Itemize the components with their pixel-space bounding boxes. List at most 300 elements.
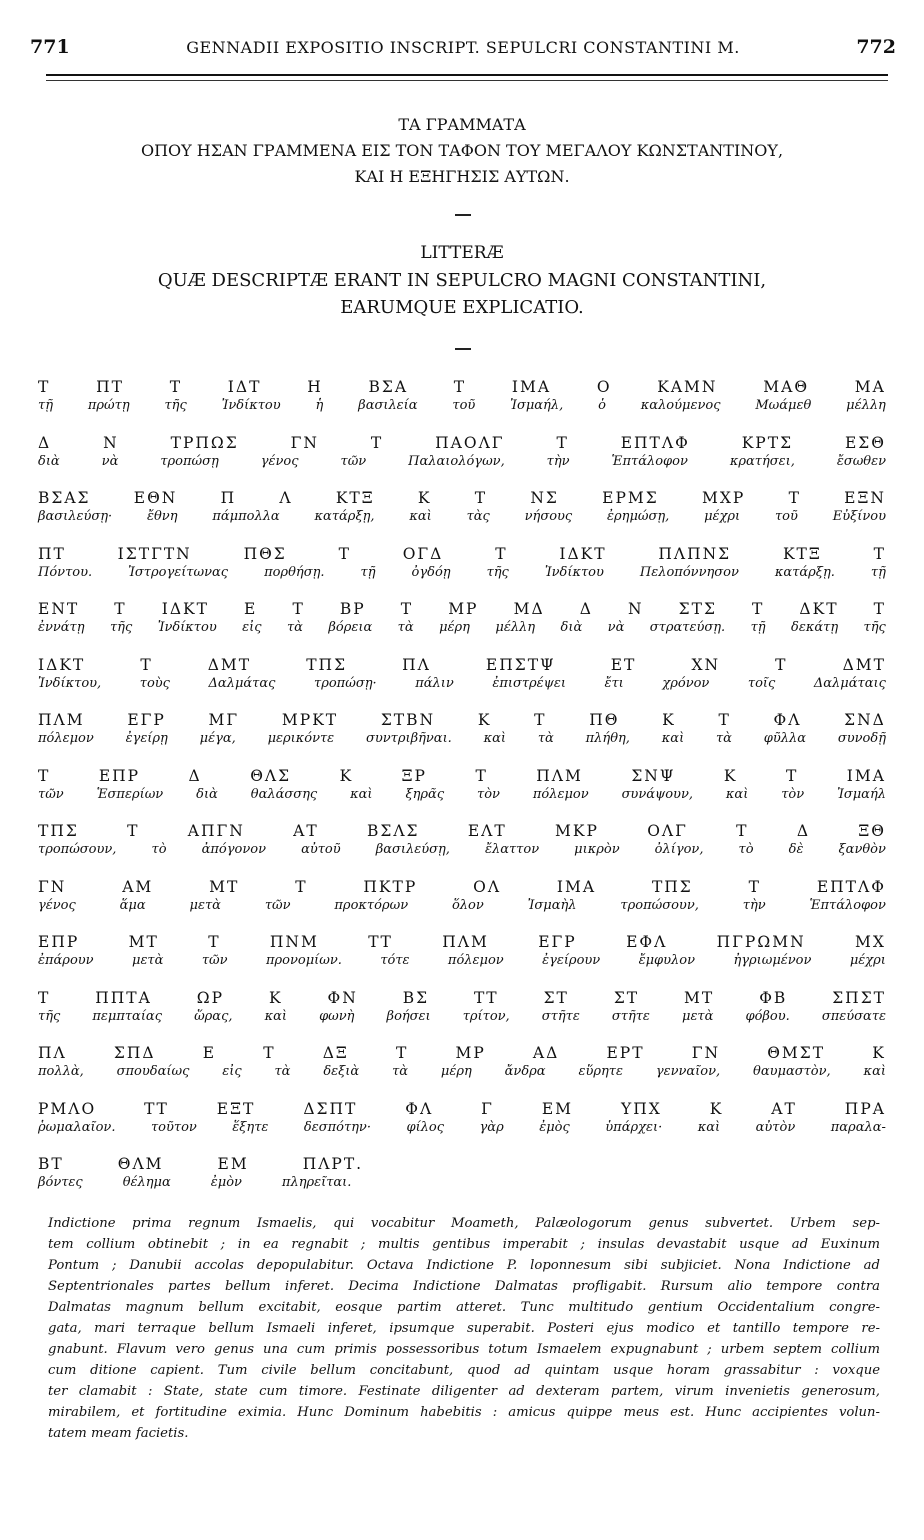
greek-word: τρίτον,	[462, 1008, 510, 1024]
greek-word: θέλημα	[122, 1175, 171, 1190]
capital-abbreviation: Κ	[339, 766, 354, 785]
inscription-row	[38, 933, 886, 968]
greek-word: διὰ	[560, 620, 583, 635]
greek-word: τὸν	[781, 786, 805, 802]
greek-word: Παλαιολόγων,	[408, 453, 505, 469]
greek-gloss-line	[38, 565, 886, 580]
greek-word: βοήσει	[386, 1008, 431, 1024]
capital-abbreviation: ΣΝΔ	[844, 711, 886, 729]
greek-word: καὶ	[863, 1064, 886, 1079]
capital-abbreviation: ΦΛ	[773, 711, 802, 729]
inscription-row	[38, 378, 886, 413]
greek-word: Πόντου.	[38, 564, 93, 580]
capital-letters-line	[38, 545, 886, 563]
greek-word: τῆς	[38, 1008, 61, 1024]
page-number-right: 772	[856, 36, 896, 58]
greek-word: τοῦ	[452, 398, 476, 413]
capital-abbreviation: Κ	[662, 711, 676, 729]
capital-abbreviation: ΕΡΜΣ	[602, 489, 659, 507]
inscription-row	[38, 489, 886, 524]
capital-abbreviation: ΣΝΨ	[631, 766, 676, 785]
capital-abbreviation: ΣΠΔ	[113, 1044, 156, 1062]
greek-word: διὰ	[196, 786, 218, 802]
greek-word: τοὺς	[139, 675, 170, 691]
capital-abbreviation: Τ	[127, 822, 140, 840]
greek-word: κατάρξῃ,	[314, 509, 375, 524]
greek-word: νὰ	[607, 620, 625, 635]
greek-word: Ἰσμαὴλ	[527, 897, 577, 913]
greek-word: ἔσωθεν	[836, 453, 886, 469]
capital-letters-line	[38, 767, 886, 785]
greek-word: ἐμὸς	[539, 1119, 570, 1135]
capital-abbreviation: Τ	[475, 766, 488, 785]
capital-abbreviation: ΕΦΛ	[626, 933, 668, 951]
greek-word: Πελοπόννησον	[639, 564, 739, 580]
greek-word: καὶ	[483, 731, 507, 746]
greek-gloss-line	[38, 842, 886, 857]
greek-word: προνομίων.	[265, 953, 342, 968]
greek-word: ἐγείρῃ	[125, 731, 168, 746]
capital-abbreviation: ΑΤ	[293, 822, 319, 840]
capital-letters-line	[38, 711, 886, 729]
capital-abbreviation: ΒΣΑ	[368, 378, 409, 396]
capital-abbreviation: ΑΜ	[122, 877, 154, 896]
capital-letters-line	[38, 656, 886, 674]
running-title: GENNADII EXPOSITIO INSCRIPT. SEPULCRI CONSTANTINI M.	[186, 38, 740, 57]
capital-abbreviation: Τ	[338, 544, 351, 563]
capital-abbreviation: ΤΠΣ	[38, 822, 79, 840]
capital-abbreviation: ΕΡΤ	[606, 1044, 645, 1062]
greek-gloss-line	[38, 787, 886, 802]
capital-abbreviation: ΘΛΜ	[117, 1155, 164, 1173]
capital-abbreviation: Τ	[873, 600, 886, 618]
greek-word: ἐπιστρέψει	[492, 675, 566, 691]
greek-gloss-line	[38, 1064, 886, 1079]
greek-word: εἰς	[222, 1064, 242, 1079]
greek-word: Μωάμεθ	[755, 398, 812, 413]
capital-abbreviation: Κ	[723, 766, 738, 785]
capital-abbreviation: ΕΞΝ	[844, 489, 886, 507]
capital-abbreviation: ΧΝ	[691, 655, 721, 674]
greek-word: αὐτὸν	[755, 1119, 796, 1135]
greek-gloss-line	[38, 1120, 886, 1135]
capital-abbreviation: ΠΤ	[96, 378, 124, 396]
capital-abbreviation: ΜΡ	[455, 1044, 486, 1062]
greek-word: ἀπόγονον	[201, 842, 266, 857]
greek-word: φῦλλα	[763, 731, 807, 746]
greek-word: γένος	[260, 453, 299, 469]
capital-abbreviation: Τ	[140, 655, 153, 674]
capital-abbreviation: Λ	[279, 489, 293, 507]
greek-gloss-line	[38, 1009, 886, 1024]
greek-word: καλούμενος	[640, 398, 721, 413]
greek-word: ξανθὸν	[838, 842, 886, 857]
capital-abbreviation: Γ	[481, 1099, 494, 1118]
capital-abbreviation: ΜΓ	[208, 711, 240, 729]
capital-abbreviation: Τ	[38, 378, 51, 396]
capital-abbreviation: ΥΠΧ	[621, 1099, 662, 1118]
capital-letters-line	[38, 989, 886, 1007]
greek-word: τοῦ	[774, 509, 798, 524]
greek-word: Ἰνδίκτου,	[38, 675, 102, 691]
greek-word: ἔμφυλον	[638, 953, 696, 968]
inscription-row	[38, 656, 886, 691]
capital-abbreviation: ΕΣΘ	[844, 433, 886, 452]
greek-word: Ἑπτάλοφον	[611, 453, 688, 469]
greek-word: τῆς	[863, 620, 886, 635]
greek-word: Ἰσμαήλ	[837, 786, 886, 802]
greek-word: βόντες	[38, 1175, 83, 1190]
greek-word: προκτόρων	[334, 897, 409, 913]
capital-abbreviation: Τ	[718, 711, 731, 729]
capital-abbreviation: ΕΤ	[610, 655, 637, 674]
capital-abbreviation: Τ	[263, 1044, 276, 1062]
greek-word: νήσους	[524, 509, 573, 524]
greek-gloss-line	[38, 953, 886, 968]
greek-word: τῇ	[360, 564, 376, 580]
capital-abbreviation: ΜΡ	[448, 600, 479, 618]
greek-word: τὴν	[546, 453, 570, 469]
capital-abbreviation: ΜΡΚΤ	[281, 711, 339, 729]
capital-abbreviation: ΠΛ	[38, 1044, 67, 1062]
capital-abbreviation: Κ	[268, 988, 283, 1007]
greek-word: τὰ	[715, 731, 732, 746]
section-dash	[455, 348, 471, 350]
capital-abbreviation: Δ	[796, 822, 811, 840]
greek-gloss-line	[38, 731, 886, 746]
capital-abbreviation: ΙΜΑ	[846, 766, 886, 785]
greek-word: τὴν	[742, 897, 766, 913]
greek-word: μικρὸν	[574, 842, 620, 857]
latin-text-line: gata, mari terraque bellum Ismaeli inferet, ipsumque superabit. Posteri ejus modico et tantillo tempore re-	[48, 1321, 880, 1336]
greek-word: μετὰ	[132, 953, 164, 968]
capital-abbreviation: ΠΤ	[38, 544, 66, 563]
capital-abbreviation: Τ	[556, 433, 569, 452]
greek-word: δὲ	[788, 842, 804, 857]
capital-abbreviation: Κ	[417, 489, 432, 507]
capital-letters-line	[38, 600, 886, 618]
capital-abbreviation: Ν	[103, 433, 119, 452]
capital-abbreviation: ΒΣΛΣ	[367, 822, 420, 840]
capital-abbreviation: ΓΝ	[38, 877, 67, 896]
greek-word: ἔτι	[604, 675, 624, 691]
capital-abbreviation: Δ	[38, 433, 52, 452]
capital-abbreviation: ΤΤ	[144, 1099, 169, 1118]
greek-title	[0, 112, 924, 190]
capital-abbreviation: ΤΠΣ	[651, 877, 693, 896]
greek-word: μέρη	[439, 620, 470, 635]
capital-abbreviation: Τ	[395, 1044, 409, 1062]
capital-abbreviation: ΚΤΞ	[335, 489, 375, 507]
capital-letters-line	[38, 822, 886, 840]
capital-abbreviation: ΜΚΡ	[555, 822, 599, 840]
greek-word: πάλιν	[415, 675, 454, 691]
capital-abbreviation: Τ	[736, 822, 749, 840]
capital-abbreviation: ΕΠΣΤΨ	[485, 655, 556, 674]
capital-abbreviation: ΟΛΓ	[647, 822, 688, 840]
capital-abbreviation: ΝΣ	[530, 489, 559, 507]
greek-word: τοῖς	[747, 675, 776, 691]
capital-abbreviation: ΕΓΡ	[538, 933, 577, 951]
capital-abbreviation: ΠΛΜ	[38, 711, 85, 729]
greek-word: πεμπταίας	[92, 1008, 162, 1024]
capital-letters-line	[38, 878, 886, 896]
capital-abbreviation: ΕΠΤΛΦ	[816, 877, 886, 896]
capital-abbreviation: ΜΧ	[855, 933, 886, 951]
greek-word: τῆς	[109, 620, 133, 635]
greek-word: καὶ	[409, 509, 432, 524]
capital-abbreviation: ΒΣΑΣ	[38, 489, 91, 507]
greek-word: μέλλη	[495, 620, 536, 635]
greek-word: βόρεια	[328, 620, 373, 635]
capital-abbreviation: Τ	[495, 544, 508, 563]
inscription-row	[38, 1155, 886, 1190]
greek-word: συντριβῆναι.	[365, 731, 452, 746]
greek-word: τοῦτον	[150, 1119, 197, 1135]
greek-word: Ἰνδίκτου	[544, 564, 604, 580]
greek-word: πρώτῃ	[87, 398, 130, 413]
greek-word: μερικόντε	[267, 731, 335, 746]
capital-abbreviation: Π	[220, 489, 237, 507]
greek-gloss-line	[38, 898, 886, 913]
greek-word: πόλεμον	[532, 786, 589, 802]
greek-word: ἔλαττον	[484, 842, 540, 857]
inscription-row	[38, 1044, 886, 1079]
capital-abbreviation: Η	[307, 378, 323, 396]
greek-word: τῆς	[486, 564, 509, 580]
latin-title	[0, 240, 924, 321]
greek-word: χρόνον	[662, 675, 710, 691]
capital-abbreviation: ΠΚΤΡ	[363, 877, 418, 896]
greek-word: Εὐξίνου	[832, 509, 886, 524]
capital-abbreviation: Δ	[188, 766, 202, 785]
capital-abbreviation: ΠΘ	[589, 711, 620, 729]
greek-word: γένος	[38, 897, 76, 913]
page-number-left: 771	[30, 36, 70, 58]
greek-word: δεκάτῃ	[791, 620, 839, 635]
greek-word: στρατεύσῃ.	[649, 620, 726, 635]
greek-gloss-line	[38, 509, 886, 524]
greek-word: ὀλίγον,	[654, 842, 704, 857]
greek-word: τῇ	[750, 620, 766, 635]
latin-title-line-3: EARUMQUE EXPLICATIO.	[340, 297, 584, 318]
greek-word: πόλεμον	[38, 731, 94, 746]
greek-word: καὶ	[661, 731, 685, 746]
latin-text-line: ter clamabit : State, state cum timore. Festinate diligenter ad dexteram partem, virum invenietis generosum,	[48, 1384, 880, 1399]
capital-abbreviation: Τ	[38, 766, 51, 785]
greek-word: ῥωμαλαῖον.	[38, 1119, 116, 1135]
capital-abbreviation: ΙΔΚΤ	[38, 655, 86, 674]
greek-word: ἠγριωμένον	[733, 953, 812, 968]
greek-word: μετὰ	[189, 897, 221, 913]
capital-abbreviation: ΕΜ	[217, 1155, 249, 1173]
inscription-row	[38, 434, 886, 469]
greek-word: τῶν	[38, 786, 64, 802]
latin-text-line: tatem meam facietis.	[48, 1426, 189, 1441]
greek-word: ὁ	[598, 398, 606, 413]
greek-word: πορθήσῃ.	[264, 564, 325, 580]
capital-abbreviation: Ν	[628, 600, 644, 618]
greek-word: πόλεμον	[447, 953, 504, 968]
greek-word: πλήθη,	[585, 731, 630, 746]
capital-abbreviation: ΤΠΣ	[306, 655, 348, 674]
greek-word: δεξιὰ	[323, 1064, 360, 1079]
greek-word: τῶν	[340, 453, 367, 469]
capital-abbreviation: ΜΧΡ	[701, 489, 746, 507]
greek-word: τροπώσῃ·	[314, 675, 377, 691]
latin-text-line: Septentrionales partes bellum inferet. Decima Indictione Dalmatas profligabit. Rursum alio tempore contra	[48, 1279, 880, 1294]
capital-abbreviation: Δ	[579, 600, 593, 618]
inscription-row	[38, 600, 886, 635]
capital-letters-line	[38, 434, 886, 452]
greek-word: Ἰνδίκτου	[221, 398, 281, 413]
capital-abbreviation: ΦΒ	[759, 988, 788, 1007]
capital-abbreviation: ΘΛΣ	[250, 766, 292, 785]
capital-abbreviation: Τ	[788, 489, 801, 507]
greek-word: μέλλη	[846, 398, 886, 413]
capital-abbreviation: ΣΠΣΤ	[832, 988, 886, 1007]
capital-abbreviation: ΠΛΡΤ.	[302, 1155, 364, 1173]
capital-abbreviation: ΕΓΡ	[127, 711, 166, 729]
greek-word: τὰ	[286, 620, 303, 635]
greek-word: κατάρξῃ.	[774, 564, 835, 580]
capital-letters-line	[38, 933, 886, 951]
section-dash	[455, 214, 471, 216]
greek-word: στῆτε	[541, 1008, 580, 1024]
capital-abbreviation: ΔΞ	[322, 1044, 349, 1062]
capital-abbreviation: ΒΡ	[339, 600, 366, 618]
greek-word: ξηρᾶς	[405, 786, 445, 802]
greek-word: βασιλεία	[358, 398, 418, 413]
greek-word: εὕρητε	[578, 1064, 623, 1079]
capital-abbreviation: ΜΤ	[684, 988, 715, 1007]
latin-text-line: gnabunt. Flavum vero genus una cum primis possessoribus totum Ismaelem expugnabunt ; urbem septem collium	[48, 1342, 880, 1357]
header-rule-thick	[46, 74, 888, 76]
inscription-row	[38, 878, 886, 913]
capital-letters-line	[38, 1100, 886, 1118]
greek-word: τὰ	[537, 731, 554, 746]
capital-abbreviation: Τ	[292, 600, 305, 618]
capital-abbreviation: ΔΚΤ	[799, 600, 839, 618]
greek-word: καὶ	[725, 786, 749, 802]
capital-abbreviation: ΕΠΤΛΦ	[620, 433, 690, 452]
greek-word: στῆτε	[611, 1008, 650, 1024]
capital-abbreviation: ΓΝ	[290, 433, 319, 452]
capital-letters-line	[38, 1044, 886, 1062]
capital-abbreviation: Τ	[295, 877, 308, 896]
greek-word: τῆς	[164, 398, 187, 413]
greek-word: ἐγείρουν	[542, 953, 601, 968]
capital-abbreviation: ΤΡΠΩΣ	[170, 433, 239, 452]
capital-abbreviation: ΠΛΠΝΣ	[658, 544, 732, 563]
greek-word: τὸν	[477, 786, 500, 802]
greek-word: τροπώσουν,	[620, 897, 699, 913]
capital-abbreviation: Τ	[38, 988, 51, 1007]
greek-word: φίλος	[406, 1119, 445, 1135]
greek-word: θαλάσσης	[250, 786, 318, 802]
capital-abbreviation: ΘΜΣΤ	[767, 1044, 826, 1062]
capital-abbreviation: ΙΜΑ	[556, 877, 597, 896]
greek-word: παραλα-	[830, 1119, 886, 1135]
capital-abbreviation: ΟΓΔ	[402, 544, 444, 563]
inscription-row	[38, 989, 886, 1024]
capital-abbreviation: ΟΛ	[473, 877, 502, 896]
capital-abbreviation: ΕΝΤ	[38, 600, 80, 618]
capital-abbreviation: ΠΠΤΑ	[95, 988, 152, 1007]
capital-letters-line	[38, 489, 886, 507]
greek-word: τροπώσῃ	[160, 453, 219, 469]
greek-word: ὀγδόῃ	[411, 564, 451, 580]
capital-abbreviation: Τ	[785, 766, 799, 785]
capital-abbreviation: ΙΔΤ	[227, 378, 262, 396]
greek-word: ὑπάρχει·	[605, 1119, 663, 1135]
greek-word: συνάψουν,	[621, 786, 693, 802]
capital-abbreviation: ΠΓΡΩΜΝ	[716, 933, 806, 951]
latin-text-line: Indictione prima regnum Ismaelis, qui vocabitur Moameth, Palæologorum genus subvertet. Urbem sep-	[48, 1216, 880, 1231]
capital-abbreviation: ΠΘΣ	[243, 544, 287, 563]
latin-text-line: cum ditione capient. Tum civile bellum concitabunt, quod ad quintam usque horam grassabitur : voxque	[48, 1363, 880, 1378]
greek-word: ἅμα	[119, 897, 146, 913]
greek-word: Ἑπτάλοφον	[809, 897, 886, 913]
capital-abbreviation: ΕΛΤ	[467, 822, 507, 840]
greek-gloss-line	[38, 398, 886, 413]
greek-word: πληρεῖται.	[281, 1175, 352, 1190]
greek-word: τὰ	[392, 1064, 409, 1079]
capital-abbreviation: Τ	[474, 489, 488, 507]
capital-abbreviation: Τ	[752, 600, 765, 618]
greek-word: Ἰνδίκτου	[157, 620, 217, 635]
greek-word: ἄνδρα	[504, 1064, 546, 1079]
capital-abbreviation: ΠΑΟΛΓ	[435, 433, 505, 452]
capital-abbreviation: ΙΜΑ	[511, 378, 552, 396]
capital-abbreviation: ΡΜΛΟ	[38, 1099, 97, 1118]
greek-word: ἐπάρουν	[38, 953, 94, 968]
capital-abbreviation: ΜΤ	[209, 877, 240, 896]
capital-abbreviation: ΣΤΣ	[678, 600, 717, 618]
greek-word: Δαλμάταις	[813, 675, 886, 691]
greek-word: Ἑσπερίων	[96, 786, 164, 802]
capital-abbreviation: ΕΠΡ	[38, 933, 80, 951]
greek-word: τῶν	[201, 953, 228, 968]
greek-word: ὅλον	[451, 897, 484, 913]
inscription-row	[38, 1100, 886, 1135]
greek-word: τροπώσουν,	[38, 842, 117, 857]
latin-text-line: tem collium obtinebit ; in ea regnabit ; multis gentibus imperabit ; insulas devastabit usque ad Euxinum	[48, 1237, 880, 1252]
capital-letters-line	[38, 1155, 886, 1173]
greek-word: σπεύσατε	[821, 1008, 886, 1024]
greek-word: ὥρας,	[194, 1008, 233, 1024]
greek-word: πολλὰ,	[38, 1064, 84, 1079]
capital-abbreviation: ΞΡ	[401, 766, 427, 785]
capital-abbreviation: ΜΑ	[854, 378, 886, 396]
greek-title-line-3: ΚΑΙ Η ΕΞΗΓΗΣΙΣ ΑΥΤΩΝ.	[354, 167, 570, 186]
greek-word: τὰ	[397, 620, 414, 635]
capital-abbreviation: Τ	[400, 600, 414, 618]
capital-abbreviation: ΜΔ	[513, 600, 545, 618]
greek-title-line-1: ΤΑ ΓΡΑΜΜΑΤΑ	[398, 115, 526, 134]
capital-abbreviation: ΙΣΤΓΤΝ	[117, 544, 192, 563]
capital-abbreviation: ΑΔ	[532, 1044, 560, 1062]
capital-abbreviation: ΒΣ	[402, 988, 430, 1007]
greek-word: ἐρημώσῃ,	[607, 509, 670, 524]
latin-text-line: mirabilem, et fortitudine eximia. Hunc Dominum habebitis : amicus quippe meus est. Hunc accipientes volun-	[48, 1405, 880, 1420]
capital-abbreviation: ΜΤ	[128, 933, 159, 951]
greek-word: θαυμαστὸν,	[753, 1064, 831, 1079]
greek-word: φωνὴ	[319, 1008, 355, 1024]
capital-abbreviation: ΣΤΒΝ	[380, 711, 436, 729]
greek-word: φόβου.	[745, 1008, 790, 1024]
capital-abbreviation: ΜΑΘ	[763, 378, 810, 396]
